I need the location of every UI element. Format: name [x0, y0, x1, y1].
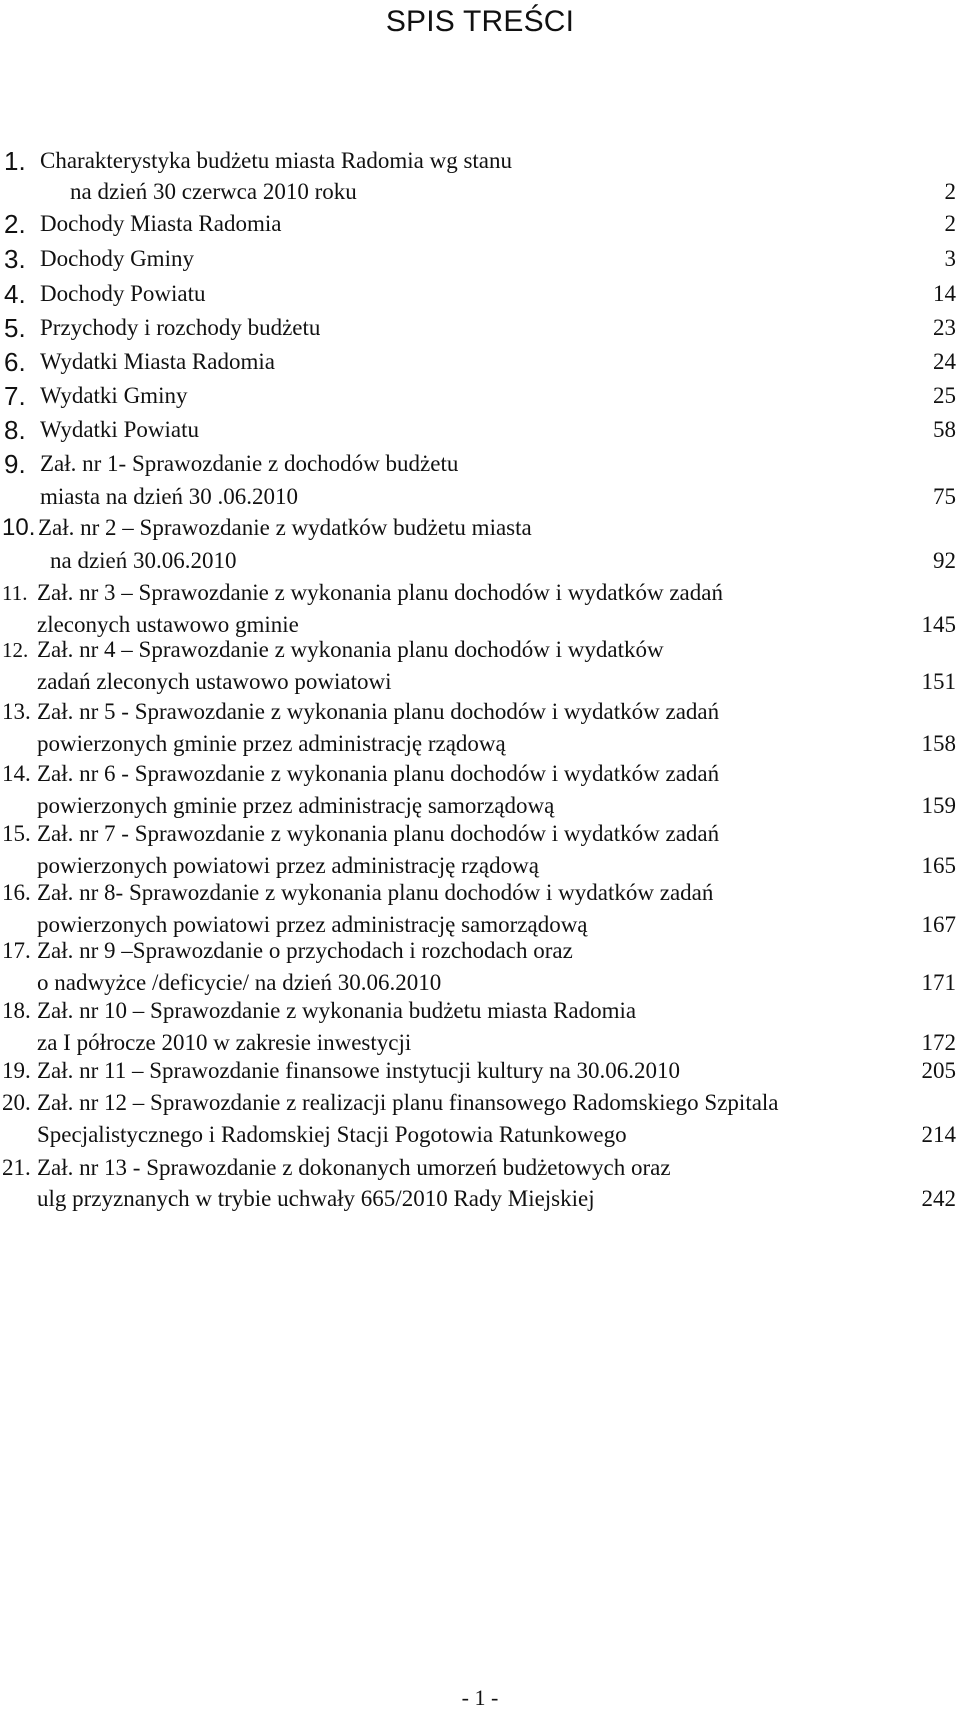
toc-entry-page-number: 23: [933, 315, 956, 340]
toc-entry-page-number: 165: [921, 853, 956, 878]
toc-entry-page-number: 58: [933, 417, 956, 442]
toc-entry-number: 8.: [4, 415, 26, 445]
toc-entry-page-number: 167: [921, 912, 956, 937]
toc-entry-title-continuation: zadań zleconych ustawowo powiatowi: [37, 669, 392, 694]
toc-entry-title: Zał. nr 10 – Sprawozdanie z wykonania budżetu miasta Radomia: [37, 998, 637, 1023]
toc-entry-title-continuation: powierzonych powiatowi przez administrację rządową: [37, 853, 539, 878]
toc-entry-title: Wydatki Miasta Radomia: [40, 349, 275, 374]
toc-entry-page-number: 158: [921, 731, 956, 756]
toc-entry-number: 10.: [2, 514, 36, 541]
toc-entry-page-number: 172: [921, 1030, 956, 1055]
toc-entry-title: Zał. nr 8- Sprawozdanie z wykonania planu dochodów i wydatków zadań: [37, 880, 714, 905]
page-title: SPIS TREŚCI: [385, 5, 575, 38]
toc-entry-number: 14.: [2, 761, 31, 786]
toc-entry-title-continuation: za I półrocze 2010 w zakresie inwestycji: [37, 1030, 412, 1055]
toc-entry-title: Zał. nr 1- Sprawozdanie z dochodów budżetu: [40, 451, 459, 476]
toc-entry-title-continuation: na dzień 30.06.2010: [50, 548, 237, 573]
toc-entry-page-number: 242: [921, 1186, 956, 1211]
toc-entry-number: 13.: [2, 699, 31, 724]
toc-entry-number: 1.: [4, 146, 26, 176]
toc-entry-title: Zał. nr 3 – Sprawozdanie z wykonania planu dochodów i wydatków zadań: [37, 580, 723, 605]
toc-entry-page-number: 25: [933, 383, 956, 408]
toc-entry-number: 2.: [4, 209, 26, 239]
toc-entry-title: Dochody Miasta Radomia: [40, 211, 282, 236]
toc-entry-number: 11.: [2, 581, 28, 605]
toc-entry-title-continuation: o nadwyżce /deficycie/ na dzień 30.06.2010: [37, 970, 442, 995]
toc-entry-page-number: 151: [921, 669, 956, 694]
toc-entry-title-continuation: miasta na dzień 30 .06.2010: [40, 484, 299, 509]
toc-entry-number: 3.: [4, 244, 26, 274]
toc-entry-number: 16.: [2, 880, 31, 905]
toc-entry-number: 18.: [2, 998, 31, 1023]
toc-entry-page-number: 145: [921, 612, 956, 637]
toc-entry-number: 12.: [2, 638, 29, 662]
toc-entry-number: 19.: [2, 1058, 31, 1083]
toc-entry-title: Zał. nr 4 – Sprawozdanie z wykonania planu dochodów i wydatków: [37, 637, 664, 662]
toc-entry-page-number: 205: [921, 1058, 956, 1083]
toc-entry-number: 21.: [2, 1155, 31, 1180]
toc-entry-title: Zał. nr 13 - Sprawozdanie z dokonanych umorzeń budżetowych oraz: [37, 1155, 671, 1180]
toc-entry-title: Zał. nr 9 –Sprawozdanie o przychodach i rozchodach oraz: [37, 938, 573, 963]
toc-entry-title: Zał. nr 6 - Sprawozdanie z wykonania planu dochodów i wydatków zadań: [37, 761, 720, 786]
toc-entry-page-number: 159: [921, 793, 956, 818]
toc-entry-page-number: 2: [944, 179, 956, 204]
toc-entry-number: 9.: [4, 449, 26, 479]
toc-entry-title: Wydatki Powiatu: [40, 417, 199, 442]
toc-entry-title: Charakterystyka budżetu miasta Radomia wg stanu: [40, 148, 513, 173]
toc-entry-page-number: 24: [933, 349, 956, 374]
toc-entry-title: Zał. nr 12 – Sprawozdanie z realizacji planu finansowego Radomskiego Szpitala: [37, 1090, 779, 1115]
toc-entry-title: Dochody Powiatu: [40, 281, 206, 306]
toc-entry-title-continuation: na dzień 30 czerwca 2010 roku: [70, 179, 357, 204]
toc-entry-page-number: 14: [933, 281, 956, 306]
toc-entry-title: Dochody Gminy: [40, 246, 194, 271]
toc-entry-title-continuation: powierzonych powiatowi przez administrację samorządową: [37, 912, 588, 937]
toc-entry-title: Zał. nr 11 – Sprawozdanie finansowe instytucji kultury na 30.06.2010: [37, 1058, 681, 1083]
toc-entry-number: 4.: [4, 279, 26, 309]
toc-entry-title: Zał. nr 5 - Sprawozdanie z wykonania planu dochodów i wydatków zadań: [37, 699, 720, 724]
toc-entry-number: 17.: [2, 938, 31, 963]
toc-entry-title-continuation: powierzonych gminie przez administrację samorządową: [37, 793, 555, 818]
toc-entry-title: Wydatki Gminy: [40, 383, 188, 408]
toc-entry-number: 7.: [4, 381, 26, 411]
toc-entry-number: 6.: [4, 347, 26, 377]
toc-entry-page-number: 3: [944, 246, 956, 271]
toc-entry-title-continuation: powierzonych gminie przez administrację rządową: [37, 731, 506, 756]
toc-entry-page-number: 2: [944, 211, 956, 236]
toc-entry-page-number: 214: [921, 1122, 956, 1147]
toc-entry-page-number: 92: [933, 548, 956, 573]
toc-entry-title-continuation: ulg przyznanych w trybie uchwały 665/2010 Rady Miejskiej: [37, 1186, 595, 1211]
toc-entry-title: Zał. nr 7 - Sprawozdanie z wykonania planu dochodów i wydatków zadań: [37, 821, 720, 846]
toc-entry-title: Przychody i rozchody budżetu: [40, 315, 321, 340]
page-footer: - 1 -: [461, 1685, 499, 1710]
toc-entry-number: 20.: [2, 1090, 31, 1115]
toc-entry-title-continuation: zleconych ustawowo gminie: [37, 612, 299, 637]
toc-entry-title-continuation: Specjalistycznego i Radomskiej Stacji Pogotowia Ratunkowego: [37, 1122, 627, 1147]
toc-entry-number: 5.: [4, 313, 26, 343]
toc-entry-title: Zał. nr 2 – Sprawozdanie z wydatków budżetu miasta: [38, 515, 532, 540]
toc-entry-page-number: 75: [933, 484, 956, 509]
toc-entry-page-number: 171: [921, 970, 956, 995]
toc-entry-number: 15.: [2, 821, 31, 846]
